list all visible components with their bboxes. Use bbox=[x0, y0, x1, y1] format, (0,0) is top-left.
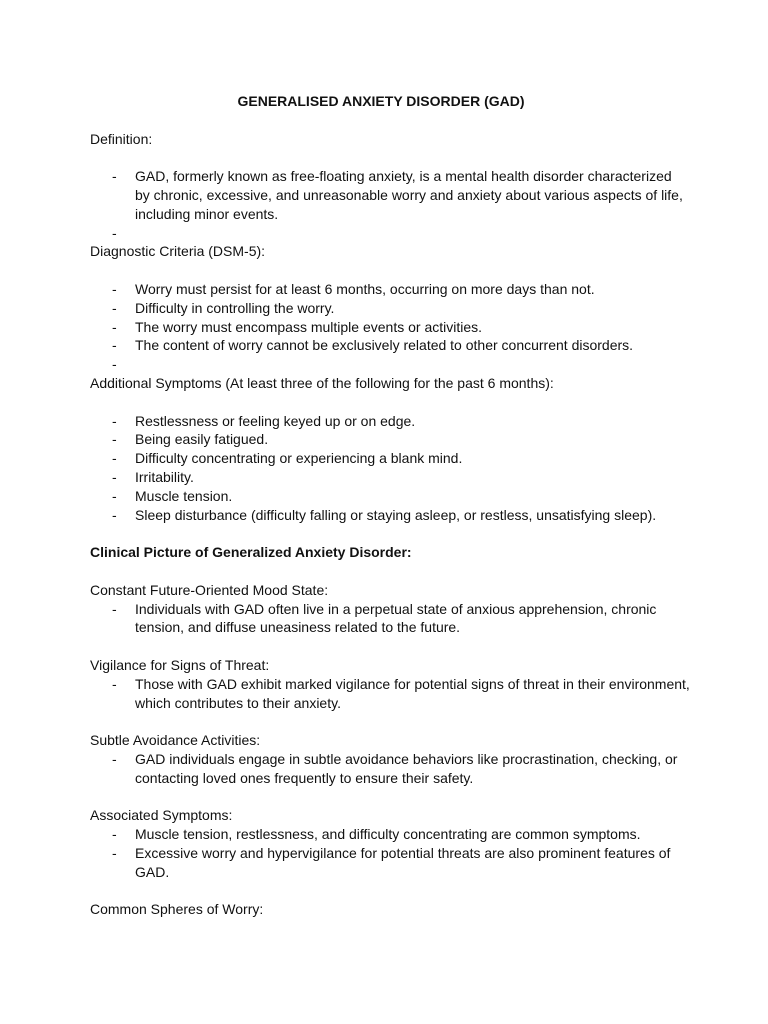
list-item: - Difficulty concentrating or experiencing a blank mind. bbox=[112, 450, 463, 467]
section-heading-avoidance: Subtle Avoidance Activities: bbox=[90, 732, 261, 749]
list-item: - Being easily fatigued. bbox=[112, 431, 269, 448]
list-item: - The worry must encompass multiple events or activities. bbox=[112, 318, 483, 335]
dash-bullet: - bbox=[112, 468, 117, 485]
section-heading-additional: Additional Symptoms (At least three of the following for the past 6 months): bbox=[90, 374, 554, 391]
list-item: - Muscle tension, restlessness, and difficulty concentrating are common symptoms. bbox=[112, 826, 641, 843]
dash-bullet: - bbox=[112, 280, 117, 297]
dash-bullet: - bbox=[112, 826, 117, 843]
dash-bullet: - bbox=[112, 450, 117, 467]
dash-bullet: - bbox=[112, 675, 117, 692]
document-title: GENERALISED ANXIETY DISORDER (GAD) bbox=[237, 93, 525, 109]
avoidance-list bbox=[90, 750, 690, 788]
list-item: - GAD, formerly known as free-floating anxiety, is a mental health disorder characterized by chronic, excessive, and unreasonable worry and anxiety about various aspects of life, including minor events. bbox=[112, 168, 683, 222]
section-heading-associated: Associated Symptoms: bbox=[90, 807, 233, 824]
dash-bullet: - bbox=[112, 600, 117, 617]
definition-list bbox=[90, 167, 690, 242]
dash-bullet: - bbox=[112, 506, 117, 523]
dash-bullet: - bbox=[112, 844, 117, 861]
dash-bullet: - bbox=[112, 431, 117, 448]
list-item: - Excessive worry and hypervigilance for potential threats are also prominent features of GAD. bbox=[112, 844, 671, 880]
list-item: - Sleep disturbance (difficulty falling or staying asleep, or restless, unsatisfying sleep). bbox=[112, 506, 657, 523]
list-item: - Individuals with GAD often live in a perpetual state of anxious apprehension, chronic tension, and diffuse uneasiness related to the future. bbox=[112, 600, 657, 636]
list-item: - Restlessness or feeling keyed up or on edge. bbox=[112, 412, 416, 429]
dash-bullet: - bbox=[112, 224, 117, 241]
future-mood-list bbox=[90, 600, 690, 638]
dash-bullet: - bbox=[112, 337, 117, 354]
dash-bullet: - bbox=[112, 168, 117, 185]
list-item: - GAD individuals engage in subtle avoidance behaviors like procrastination, checking, or contacting loved ones frequently to ensure their safety. bbox=[112, 750, 678, 786]
list-item: - The content of worry cannot be exclusively related to other concurrent disorders. bbox=[112, 337, 634, 354]
section-heading-spheres: Common Spheres of Worry: bbox=[90, 901, 264, 918]
additional-list bbox=[90, 412, 690, 525]
dash-bullet: - bbox=[112, 412, 117, 429]
section-heading-diagnostic: Diagnostic Criteria (DSM-5): bbox=[90, 243, 266, 260]
clinical-picture-heading: Clinical Picture of Generalized Anxiety Disorder: bbox=[90, 544, 412, 561]
dash-bullet: - bbox=[112, 487, 117, 504]
section-heading-future-mood: Constant Future-Oriented Mood State: bbox=[90, 581, 329, 598]
dash-bullet: - bbox=[112, 299, 117, 316]
section-heading-definition: Definition: bbox=[90, 130, 153, 147]
list-item: - Muscle tension. bbox=[112, 487, 233, 504]
dash-bullet: - bbox=[112, 750, 117, 767]
vigilance-list bbox=[90, 675, 690, 713]
section-heading-vigilance: Vigilance for Signs of Threat: bbox=[90, 656, 270, 673]
associated-list bbox=[90, 825, 690, 881]
list-item bbox=[90, 224, 690, 243]
list-item: - Difficulty in controlling the worry. bbox=[112, 299, 335, 316]
dash-bullet: - bbox=[112, 356, 117, 373]
document-page bbox=[90, 92, 690, 919]
list-item: - Those with GAD exhibit marked vigilance for potential signs of threat in their environment, which contributes to their anxiety. bbox=[112, 675, 690, 711]
list-item: - Worry must persist for at least 6 months, occurring on more days than not. bbox=[112, 280, 595, 297]
list-item: - Irritability. bbox=[112, 468, 194, 485]
diagnostic-list bbox=[90, 280, 690, 374]
list-item bbox=[90, 355, 690, 374]
dash-bullet: - bbox=[112, 318, 117, 335]
